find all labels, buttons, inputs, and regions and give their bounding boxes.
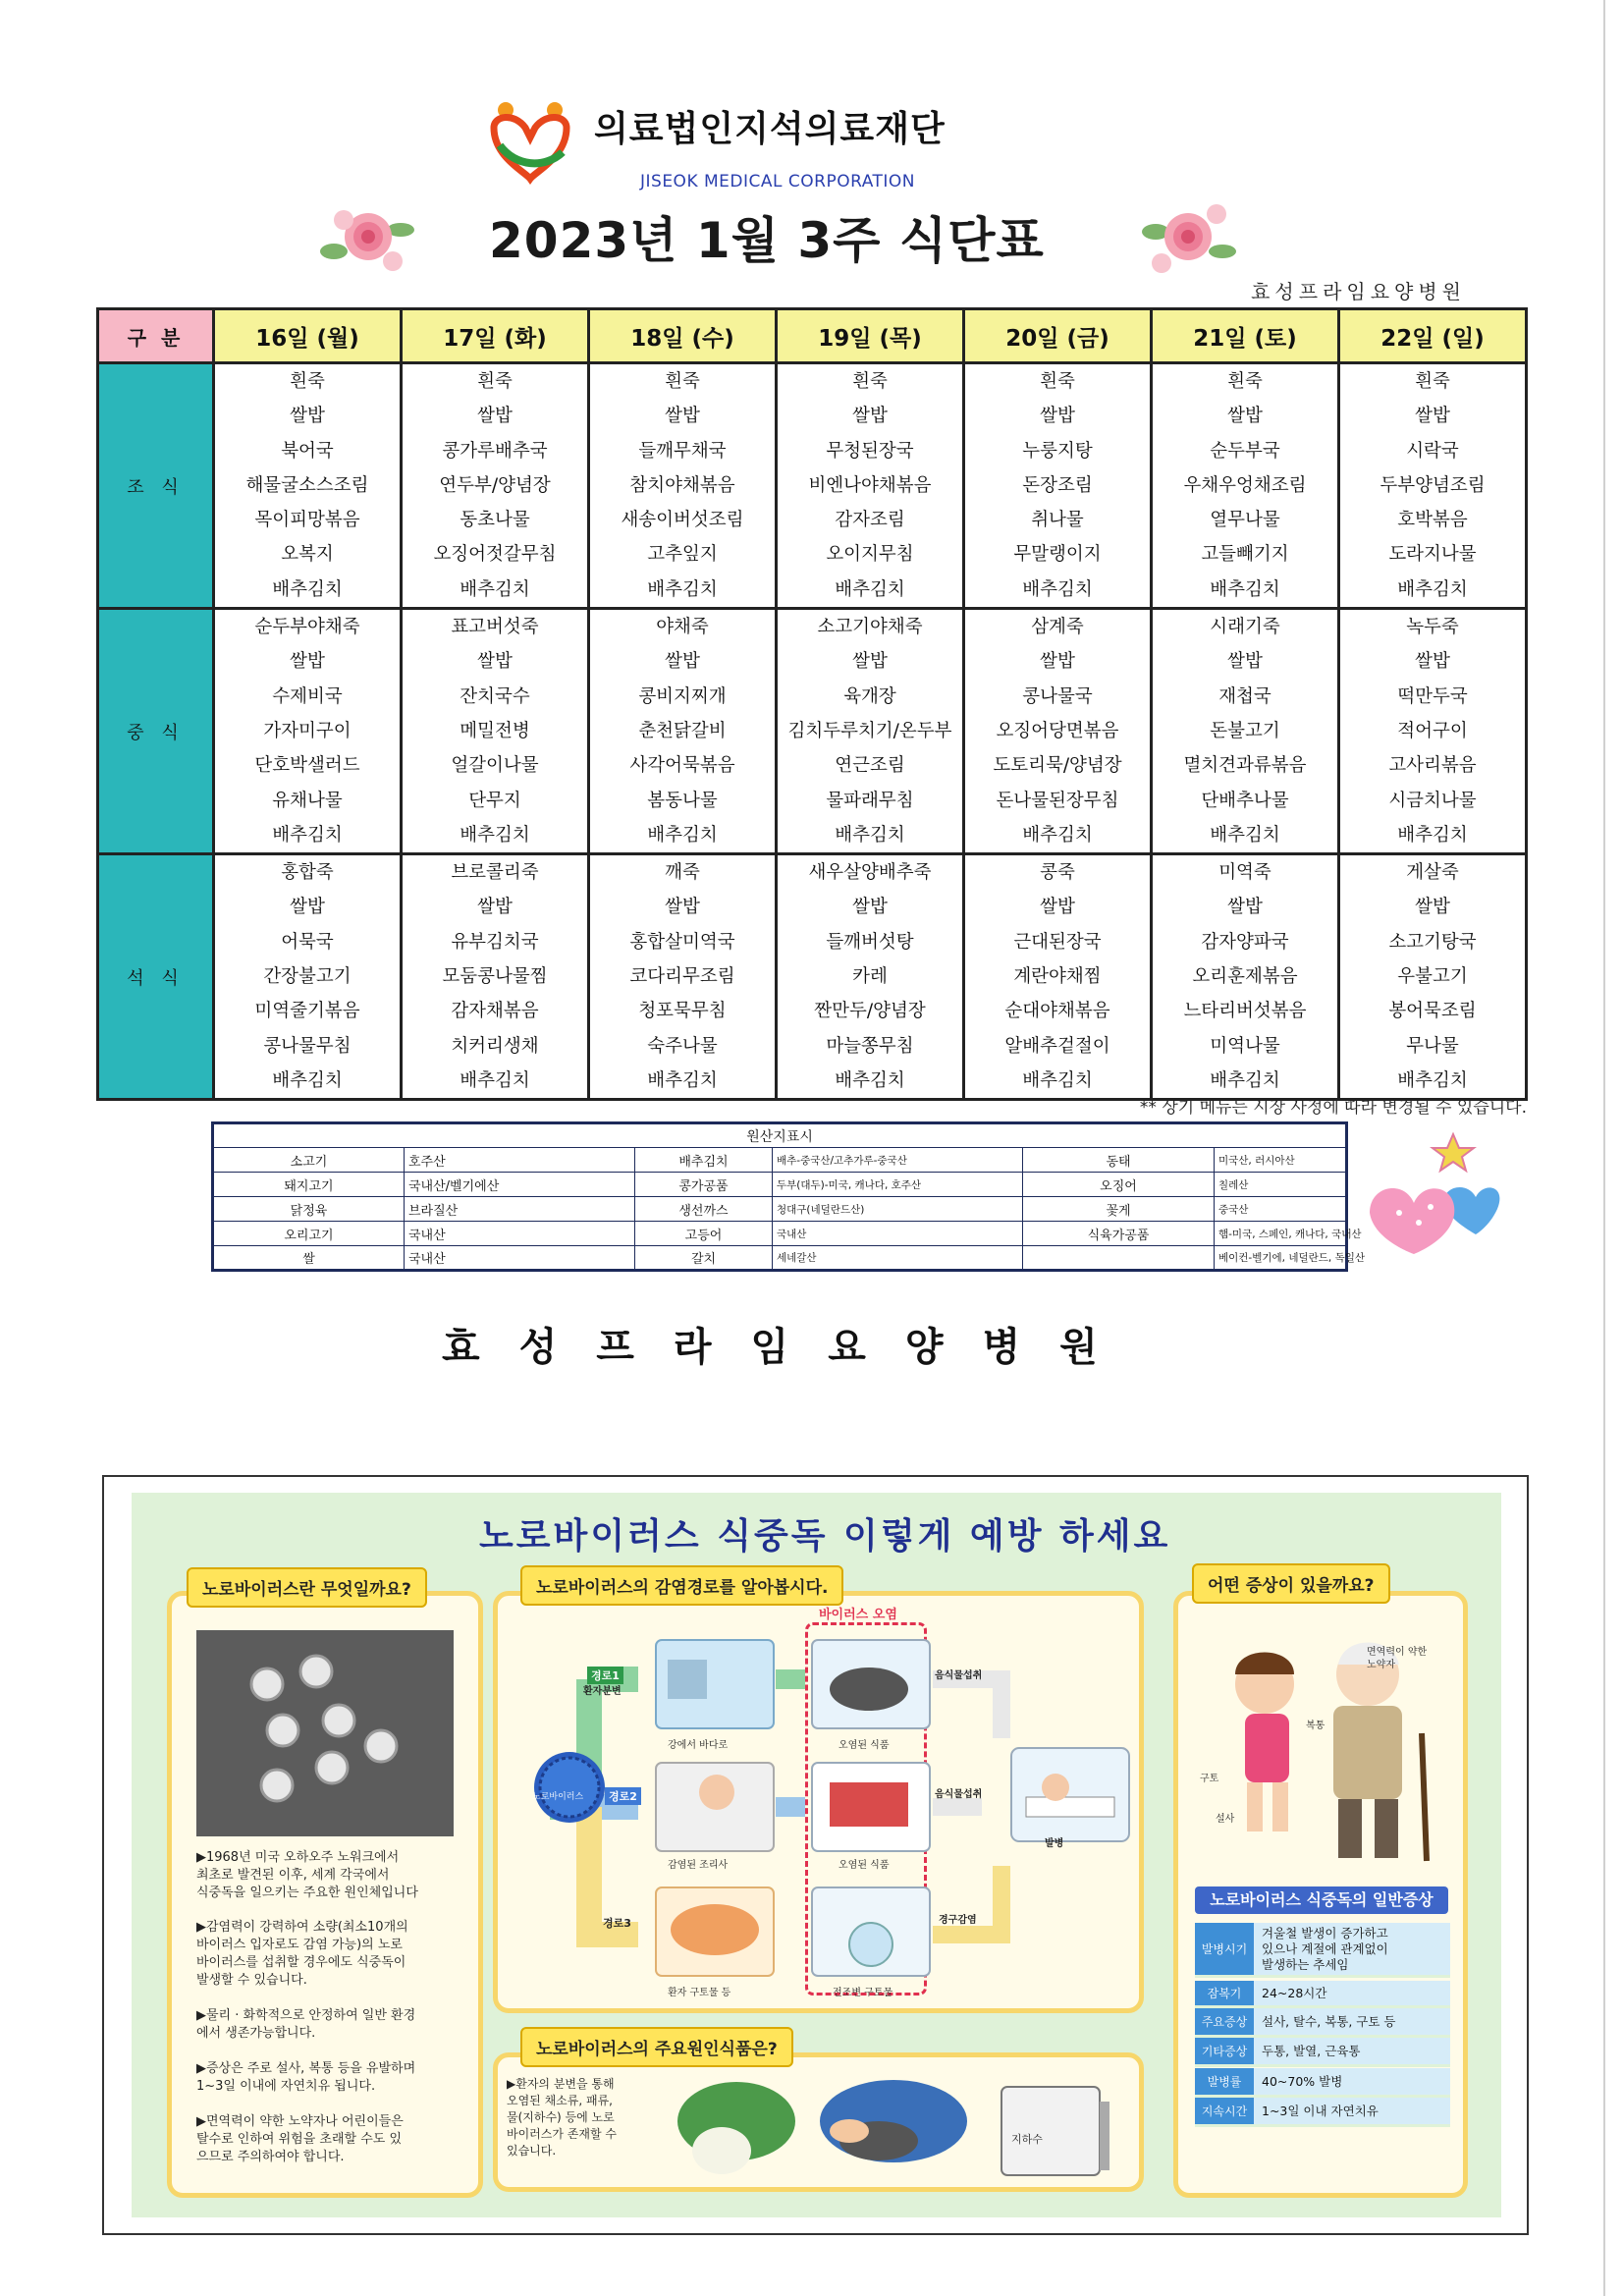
menu-item: 우채우엉채조림: [1183, 474, 1307, 496]
menu-item: 동초나물: [460, 510, 530, 531]
symptom-key: 발병시기: [1195, 1923, 1254, 1978]
menu-item: 쌀밥: [1415, 897, 1450, 918]
origin-item: 돼지고기: [213, 1173, 405, 1197]
menu-item: 순대야채볶음: [1004, 1001, 1110, 1022]
menu-item: 봄동나물: [647, 790, 718, 811]
menu-item: 콩비지찌개: [638, 685, 727, 707]
menu-item: 적어구이: [1397, 720, 1468, 741]
symptom-row: [1195, 2098, 1450, 2127]
menu-item: 들깨버섯탕: [826, 931, 914, 953]
origin-item: 식육가공품: [1023, 1222, 1215, 1246]
menu-item: 배추김치: [460, 1069, 530, 1091]
menu-item: 도라지나물: [1388, 544, 1477, 566]
menu-item: 홍합살미역국: [629, 931, 735, 953]
menu-item: 오징어젓갈무침: [433, 544, 557, 566]
origin-country: 청대구(네덜란드산): [773, 1197, 1023, 1222]
menu-item: 콩나물국: [1022, 685, 1093, 707]
menu-item: 흰죽: [290, 371, 325, 392]
symptom-value: 24~28시간: [1254, 1981, 1450, 2008]
menu-item: 참치야채볶음: [629, 474, 735, 496]
menu-item: 간장불고기: [263, 966, 352, 988]
menu-cell: [214, 363, 402, 609]
menu-item: 코다리무조림: [629, 966, 735, 988]
menu-item: 콩나물무침: [263, 1035, 352, 1057]
menu-item: 마늘쫑무침: [826, 1035, 914, 1057]
intake-label-1: 음식물섭취: [935, 1670, 983, 1681]
symptom-key: 지속시간: [1195, 2098, 1254, 2127]
day-header: 19일 (목): [777, 309, 964, 363]
menu-item: 계란야채찜: [1013, 966, 1102, 988]
menu-item: 배추김치: [1022, 824, 1093, 846]
menu-cell: [402, 363, 589, 609]
menu-item: 유부김치국: [451, 931, 539, 953]
menu-item: 쌀밥: [477, 651, 513, 673]
menu-cell: [589, 363, 777, 609]
menu-item: 알배추겉절이: [1004, 1035, 1110, 1057]
menu-item: 브로콜리죽: [451, 862, 539, 884]
symptom-key: 발병률: [1195, 2068, 1254, 2098]
menu-item: 쌀밥: [665, 406, 700, 427]
menu-item: 근대된장국: [1013, 931, 1102, 953]
intake-label-2: 음식물섭취: [935, 1789, 983, 1800]
symptom-value: 두통, 발열, 근육통: [1254, 2038, 1450, 2067]
menu-cell: [214, 609, 402, 854]
symptom-key: 주요증상: [1195, 2008, 1254, 2038]
caption-infected-cook: 감염된 조리사: [668, 1860, 729, 1871]
menu-item: 모둠콩나물찜: [442, 966, 548, 988]
menu-cell: [402, 854, 589, 1100]
menu-item: 소고기탕국: [1388, 931, 1477, 953]
origin-item: 고등어: [635, 1222, 773, 1246]
menu-item: 수제비국: [272, 685, 343, 707]
caption-sea: 강에서 바다로: [668, 1740, 729, 1751]
menu-item: 숙주나물: [647, 1035, 718, 1057]
menu-item: 연두부/양념장: [439, 474, 551, 496]
meal-label: 중 식: [98, 609, 214, 854]
menu-item: 고사리볶음: [1388, 755, 1477, 777]
origin-country: 브라질산: [405, 1197, 635, 1222]
meal-row: [98, 854, 1527, 1100]
origin-item: 동태: [1023, 1148, 1215, 1173]
virus-pollution-label: 바이러스 오염: [819, 1608, 897, 1622]
caption-patient-vomit: 환자 구토물 등: [668, 1988, 731, 1998]
menu-item: 춘천닭갈비: [638, 720, 727, 741]
symptom-value: 설사, 탈수, 복통, 구토 등: [1254, 2008, 1450, 2038]
menu-item: 배추김치: [460, 824, 530, 846]
menu-item: 오이지무침: [826, 544, 914, 566]
menu-item: 해물굴소스조림: [245, 474, 369, 496]
menu-item: 오리훈제볶음: [1192, 966, 1298, 988]
symptoms-table-title: 노로바이러스 식중독의 일반증상: [1195, 1886, 1448, 1914]
onset-label: 발병: [1045, 1838, 1064, 1849]
menu-item: 오복지: [281, 544, 334, 566]
menu-item: 쌀밥: [852, 406, 888, 427]
menu-item: 쌀밥: [852, 897, 888, 918]
oral-infection-label: 경구감염: [939, 1915, 977, 1926]
menu-item: 연근조림: [835, 755, 905, 777]
menu-item: 홍합죽: [281, 862, 334, 884]
day-header: 17일 (화): [402, 309, 589, 363]
origin-item: 닭정육: [213, 1197, 405, 1222]
origin-country: 호주산: [405, 1148, 635, 1173]
menu-item: 쌀밥: [1040, 651, 1075, 673]
menu-item: 배추김치: [1397, 578, 1468, 600]
menu-cell: [777, 609, 964, 854]
day-header: 18일 (수): [589, 309, 777, 363]
menu-item: 얼갈이나물: [451, 755, 539, 777]
menu-item: 배추김치: [835, 824, 905, 846]
menu-item: 단호박샐러드: [254, 755, 360, 777]
symptom-value: 40~70% 발병: [1254, 2068, 1450, 2098]
symptom-key: 잠복기: [1195, 1981, 1254, 2008]
menu-item: 김치두루치기/온두부: [787, 720, 952, 741]
origin-item: 생선까스: [635, 1197, 773, 1222]
norovirus-particle-icon: [530, 1748, 609, 1827]
origin-country: 칠레산: [1215, 1173, 1347, 1197]
norovirus-desc-3: ▶물리 · 화학적으로 안정하여 일반 환경 에서 생존가능합니다.: [196, 2008, 416, 2041]
menu-item: 쌀밥: [665, 651, 700, 673]
route2-label: 경로2: [605, 1787, 641, 1805]
origin-item: 소고기: [213, 1148, 405, 1173]
menu-item: 흰죽: [477, 371, 513, 392]
menu-item: 흰죽: [665, 371, 700, 392]
origin-country: 미국산, 러시아산: [1215, 1148, 1347, 1173]
label-stomachache: 복통: [1306, 1721, 1325, 1731]
origin-country: 세네갈산: [773, 1246, 1023, 1271]
label-vomit: 구토: [1200, 1774, 1219, 1784]
menu-item: 목이피망볶음: [254, 510, 360, 531]
menu-item: 열무나물: [1210, 510, 1280, 531]
symptom-key: 기타증상: [1195, 2038, 1254, 2067]
origin-row: [213, 1222, 1347, 1246]
weekly-menu-table: [96, 307, 1528, 1101]
menu-cell: [1152, 363, 1339, 609]
menu-item: 호박볶음: [1397, 510, 1468, 531]
menu-item: 단무지: [468, 790, 521, 811]
symptom-value: 1~3일 이내 자연치유: [1254, 2098, 1450, 2127]
menu-item: 멸치견과류볶음: [1183, 755, 1307, 777]
origin-item: 오리고기: [213, 1222, 405, 1246]
menu-item: 배추김치: [1397, 1069, 1468, 1091]
menu-item: 청포묵무침: [638, 1001, 727, 1022]
symptom-row: [1195, 1981, 1450, 2008]
menu-item: 치커리생채: [451, 1035, 539, 1057]
symptoms-header: 어떤 증상이 있을까요?: [1192, 1563, 1390, 1604]
menu-cell: [1152, 609, 1339, 854]
origin-item: [1023, 1246, 1215, 1271]
origin-row: [213, 1246, 1347, 1271]
origin-item: 갈치: [635, 1246, 773, 1271]
menu-item: 북어국: [281, 440, 334, 462]
menu-cell: [589, 854, 777, 1100]
menu-item: 돈장조림: [1022, 474, 1093, 496]
menu-item: 유채나물: [272, 790, 343, 811]
caption-carrier: 전조변 구토물: [833, 1988, 893, 1998]
origin-table: [211, 1121, 1365, 1272]
origin-country: 국내산: [405, 1222, 635, 1246]
menu-item: 순두부국: [1210, 440, 1280, 462]
norovirus-desc-1: ▶1968년 미국 오하오주 노워크에서 최초로 발견된 이후, 세계 각국에서 식중독을 일으키는 주요한 원인체입니다: [196, 1850, 418, 1900]
menu-item: 배추김치: [1210, 1069, 1280, 1091]
origin-country: 중국산: [1215, 1197, 1347, 1222]
menu-item: 배추김치: [1210, 578, 1280, 600]
route1-sub-label: 환자분변: [583, 1686, 622, 1697]
menu-cell: [214, 854, 402, 1100]
route1-label: 경로1: [587, 1667, 623, 1684]
menu-item: 잔치국수: [460, 685, 530, 707]
rose-decoration-left-icon: [314, 192, 422, 286]
menu-item: 쌀밥: [852, 651, 888, 673]
menu-item: 쌀밥: [1227, 406, 1263, 427]
groundwater-box-label: 지하수: [1011, 2133, 1043, 2146]
menu-item: 사각어묵볶음: [629, 755, 735, 777]
menu-item: 느타리버섯볶음: [1183, 1001, 1307, 1022]
menu-item: 배추김치: [647, 1069, 718, 1091]
meal-row: [98, 363, 1527, 609]
menu-item: 시금치나물: [1388, 790, 1477, 811]
menu-item: 우불고기: [1397, 966, 1468, 988]
origin-item: 쌀: [213, 1246, 405, 1271]
menu-item: 짠만두/양념장: [814, 1001, 926, 1022]
origin-row: [213, 1197, 1347, 1222]
meal-label: 조 식: [98, 363, 214, 609]
origin-row: [213, 1173, 1347, 1197]
virus-microscope-photo: [196, 1630, 454, 1836]
menu-item: 두부양념조림: [1380, 474, 1486, 496]
menu-item: 미역줄기볶음: [254, 1001, 360, 1022]
day-header: 16일 (월): [214, 309, 402, 363]
menu-cell: [1339, 363, 1527, 609]
origin-item: 오징어: [1023, 1173, 1215, 1197]
symptom-row: [1195, 2068, 1450, 2098]
menu-item: 쌀밥: [1227, 897, 1263, 918]
menu-item: 배추김치: [835, 578, 905, 600]
origin-item: 배추김치: [635, 1148, 773, 1173]
corner-header: 구 분: [98, 309, 214, 363]
menu-item: 쌀밥: [1227, 651, 1263, 673]
menu-cell: [964, 363, 1152, 609]
menu-item: 누룽지탕: [1022, 440, 1093, 462]
origin-table-title: 원산지표시: [213, 1123, 1347, 1148]
symptom-row: [1195, 1923, 1450, 1978]
infection-route-header: 노로바이러스의 감염경로를 알아봅시다.: [520, 1565, 843, 1606]
menu-item: 취나물: [1031, 510, 1084, 531]
menu-item: 돈나물된장무침: [996, 790, 1119, 811]
menu-item: 비엔나야채볶음: [808, 474, 932, 496]
menu-item: 쌀밥: [477, 897, 513, 918]
label-diarrhea: 설사: [1216, 1814, 1235, 1825]
menu-item: 카레: [852, 966, 888, 988]
menu-item: 흰죽: [1227, 371, 1263, 392]
menu-item: 무말랭이지: [1013, 544, 1102, 566]
rose-decoration-right-icon: [1134, 192, 1242, 286]
cause-food-header: 노로바이러스의 주요원인식품은?: [520, 2027, 793, 2067]
menu-item: 도토리묵/양념장: [993, 755, 1122, 777]
norovirus-desc-2: ▶감염력이 강력하여 소량(최소10개의 바이러스 입자로도 감염 가능)의 노로 바이러스를 섭취할 경우에도 식중독이 발생할 수 있습니다.: [196, 1920, 408, 1988]
menu-item: 돈불고기: [1210, 720, 1280, 741]
menu-item: 깨죽: [665, 862, 700, 884]
menu-item: 고추잎지: [647, 544, 718, 566]
menu-item: 쌀밥: [665, 897, 700, 918]
menu-item: 물파래무침: [826, 790, 914, 811]
menu-item: 흰죽: [1415, 371, 1450, 392]
menu-item: 감자양파국: [1201, 931, 1289, 953]
day-header: 21일 (토): [1152, 309, 1339, 363]
menu-cell: [1339, 854, 1527, 1100]
menu-item: 배추김치: [647, 824, 718, 846]
cause-food-text: ▶환자의 분변을 통해 오염된 채소류, 패류, 물(지하수) 등에 노로 바이러스가 존재할 수 있습니다.: [507, 2077, 617, 2158]
menu-item: 감자채볶음: [451, 1001, 539, 1022]
menu-item: 흰죽: [1040, 371, 1075, 392]
menu-item: 흰죽: [852, 371, 888, 392]
menu-item: 배추김치: [272, 824, 343, 846]
menu-item: 콩죽: [1040, 862, 1075, 884]
menu-item: 배추김치: [1210, 824, 1280, 846]
menu-item: 배추김치: [835, 1069, 905, 1091]
origin-country: 국내산/벨기에산: [405, 1173, 635, 1197]
cause-foods-illustration: [668, 2062, 1129, 2188]
menu-item: 배추김치: [272, 1069, 343, 1091]
menu-item: 들깨무채국: [638, 440, 727, 462]
menu-cell: [589, 609, 777, 854]
origin-item: 콩가공품: [635, 1173, 773, 1197]
page-title: 2023년 1월 3주 식단표: [489, 212, 1045, 269]
day-header: 20일 (금): [964, 309, 1152, 363]
route3-label: 경로3: [603, 1917, 631, 1930]
menu-item: 육개장: [843, 685, 896, 707]
menu-item: 소고기야채죽: [817, 617, 923, 638]
menu-item: 쌀밥: [1415, 406, 1450, 427]
menu-cell: [1152, 854, 1339, 1100]
menu-item: 배추김치: [1022, 1069, 1093, 1091]
menu-item: 재첩국: [1218, 685, 1271, 707]
meal-label: 석 식: [98, 854, 214, 1100]
menu-item: 배추김치: [1397, 824, 1468, 846]
menu-item: 표고버섯죽: [451, 617, 539, 638]
menu-item: 떡만두국: [1397, 685, 1468, 707]
menu-item: 봉어묵조림: [1388, 1001, 1477, 1022]
meal-row: [98, 609, 1527, 854]
menu-item: 단배추나물: [1201, 790, 1289, 811]
hospital-name-small: 효성프라임요양병원: [1251, 280, 1466, 303]
menu-item: 어묵국: [281, 931, 334, 953]
origin-country: 두부(대두)-미국, 캐나다, 호주산: [773, 1173, 1023, 1197]
origin-row: [213, 1148, 1347, 1173]
menu-item: 시래기죽: [1210, 617, 1280, 638]
page-edge-line: [1603, 0, 1605, 2296]
menu-item: 순두부야채죽: [254, 617, 360, 638]
menu-item: 새송이버섯조림: [621, 510, 744, 531]
origin-country: 햄-미국, 스페인, 캐나다, 국내산: [1215, 1222, 1347, 1246]
org-name: 의료법인지석의료재단: [594, 109, 946, 149]
org-english-name: JISEOK MEDICAL CORPORATION: [640, 172, 916, 191]
virus-label: 노로바이러스: [532, 1792, 584, 1802]
menu-item: 쌀밥: [290, 897, 325, 918]
caption-contaminated-food: 오염된 식품: [839, 1860, 890, 1871]
norovirus-desc-4: ▶증상은 주로 설사, 복통 등을 유발하며 1~3일 이내에 자연치유 됩니다.: [196, 2061, 416, 2094]
menu-cell: [1339, 609, 1527, 854]
menu-item: 감자조림: [835, 510, 905, 531]
menu-item: 쌀밥: [1040, 406, 1075, 427]
menu-item: 쌀밥: [1415, 651, 1450, 673]
foundation-logo-icon: [486, 98, 574, 187]
symptom-row: [1195, 2038, 1450, 2067]
menu-item: 고들빼기지: [1201, 544, 1289, 566]
menu-item: 삼계죽: [1031, 617, 1084, 638]
menu-item: 메밀전병: [460, 720, 530, 741]
menu-header-row: [98, 309, 1527, 363]
symptom-row: [1195, 2008, 1450, 2038]
what-is-norovirus-header: 노로바이러스란 무엇일까요?: [187, 1567, 427, 1608]
menu-item: 배추김치: [460, 578, 530, 600]
menu-item: 오징어당면볶음: [996, 720, 1119, 741]
caption-contaminated-shellfish: 오염된 식품: [839, 1740, 890, 1751]
norovirus-desc-5: ▶면역력이 약한 노약자나 어린이들은 탈수로 인하여 위험을 초래할 수도 있 으므로 주의하여야 합니다.: [196, 2114, 404, 2164]
menu-item: 야채죽: [656, 617, 709, 638]
menu-item: 미역죽: [1218, 862, 1271, 884]
menu-item: 쌀밥: [477, 406, 513, 427]
label-elderly: 면역력이 약한 노약자: [1367, 1647, 1428, 1670]
menu-item: 배추김치: [647, 578, 718, 600]
menu-cell: [777, 854, 964, 1100]
menu-item: 쌀밥: [290, 651, 325, 673]
menu-item: 시락국: [1406, 440, 1459, 462]
menu-item: 배추김치: [1022, 578, 1093, 600]
menu-item: 쌀밥: [290, 406, 325, 427]
day-header: 22일 (일): [1339, 309, 1527, 363]
menu-change-note: ** 상기 메뉴는 시장 사정에 따라 변경될 수 있습니다.: [1139, 1098, 1527, 1118]
menu-item: 배추김치: [272, 578, 343, 600]
menu-item: 미역나물: [1210, 1035, 1280, 1057]
menu-item: 무청된장국: [826, 440, 914, 462]
menu-item: 게살죽: [1406, 862, 1459, 884]
poster-title: 노로바이러스 식중독 이렇게 예방 하세요: [479, 1516, 1171, 1557]
menu-cell: [964, 854, 1152, 1100]
hospital-name-large: 효성프라임요양병원: [442, 1325, 1137, 1370]
menu-item: 무나물: [1406, 1035, 1459, 1057]
menu-cell: [402, 609, 589, 854]
menu-cell: [777, 363, 964, 609]
menu-cell: [964, 609, 1152, 854]
origin-country: 배추-중국산/고추가루-중국산: [773, 1148, 1023, 1173]
origin-country: 베이컨-벨기에, 네덜란드, 독일산: [1215, 1246, 1347, 1271]
hearts-decoration-icon: [1360, 1124, 1497, 1267]
menu-item: 콩가루배추국: [442, 440, 548, 462]
origin-item: 꽃게: [1023, 1197, 1215, 1222]
menu-item: 가자미구이: [263, 720, 352, 741]
menu-item: 새우살양배추죽: [808, 862, 932, 884]
origin-country: 국내산: [773, 1222, 1023, 1246]
menu-item: 녹두죽: [1406, 617, 1459, 638]
menu-item: 쌀밥: [1040, 897, 1075, 918]
symptom-value: 겨울철 발생이 증가하고 있으나 계절에 관계없이 발생하는 추세임: [1254, 1923, 1450, 1978]
origin-country: 국내산: [405, 1246, 635, 1271]
